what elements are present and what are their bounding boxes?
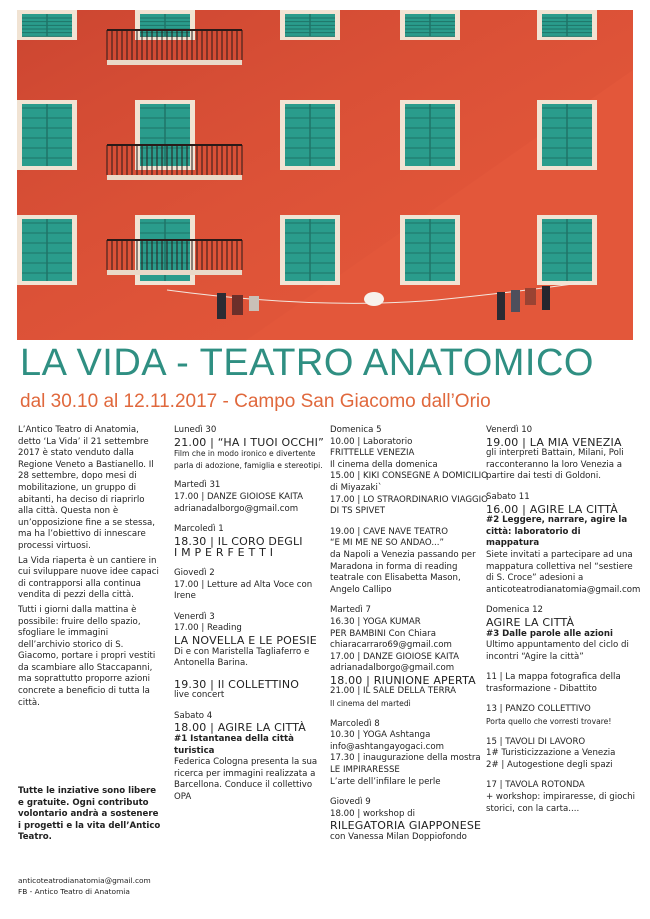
intro-footer: Tutte le inziative sono libere e gratuite. Ogni contributo volontario andrà a sostenere i progetti e la vita dell’Antico Teatro. (18, 786, 161, 843)
event-day: Marcoledì 8 (330, 718, 380, 729)
event-day: Venerdì 3 (174, 611, 215, 622)
event-line: 16.30 | YOGA KUMAR (330, 616, 421, 627)
schedule-event (174, 480, 324, 515)
schedule-event (174, 524, 324, 559)
intro-paragraph: L’Antico Teatro di Anatomia, detto ‘La Vida’ il 21 settembre 2017 è stato venduto dalla Regione Veneto a Bastianello. Il 28 settembre, dopo mesi di mobilitazione, un gruppo di abitanti, ha deciso di riaprirlo alla città. Questa non è un’opposizione fine a se stessa, ma ha l’obiettivo di innescare processi virtuosi. (18, 425, 155, 551)
building-facade-illustration (17, 10, 633, 340)
event-line: Ultimo appuntamento del ciclo di incontri “Agire la città” (486, 640, 629, 662)
window (400, 10, 460, 40)
event-line: AGIRE LA CITTÀ (486, 615, 575, 629)
event-line: 17.00 | DANZE GIOIOSE KAITA (174, 491, 304, 502)
window (135, 100, 195, 170)
schedule-event (174, 425, 324, 471)
event-line: 17 | TAVOLA ROTONDA (486, 780, 585, 791)
event-line: 19.00 | LA MIA VENEZIA (486, 435, 622, 449)
event-line: adrianadalborgo@gmail.com (174, 503, 299, 514)
window (17, 10, 77, 40)
event-day: Martedì 31 (174, 480, 221, 491)
schedule-event (174, 612, 324, 670)
schedule-event (174, 679, 324, 702)
event-line: Film che in modo ironico e divertente parla di adozione, famiglia e stereotipi. (174, 449, 323, 470)
event-line: gli interpreti Battain, Milani, Poli racconteranno la loro Venezia a partire dai testi di Goldoni. (486, 448, 624, 482)
event-line: Federica Cologna presenta la sua ricerca per immagini realizzata a Barcellona. Conduce il collettivo OPA (174, 757, 318, 803)
event-line: FRITTELLE VENEZIA (330, 448, 415, 459)
event-line: 18.30 | IL CORO DEGLI (174, 534, 303, 548)
event-line: Siete invitati a partecipare ad una mappatura collettiva nel “sestiere di S. Croce” adesioni a anticoteatrodianatomia@gmail.com (486, 549, 641, 595)
event-line: #3 Dalle parole alle azioni (486, 628, 613, 639)
event-line: 16.00 | AGIRE LA CITTÀ (486, 502, 619, 516)
schedule-column-4 (486, 425, 641, 824)
schedule-event (486, 780, 636, 815)
schedule-event (486, 737, 636, 772)
schedule-event (330, 425, 490, 518)
event-line: Di e con Maristella Tagliaferro e Antonella Barina. (174, 646, 310, 669)
schedule-event (330, 719, 490, 789)
schedule-column-3 (330, 425, 490, 853)
event-line: 17.30 | inaugurazione della mostra LE IMPIRARESSE (330, 753, 481, 776)
event-line: + workshop: impiraresse, di giochi storici, con la carta.... (486, 792, 635, 814)
schedule-event (330, 605, 490, 709)
event-day: Sabato 4 (174, 710, 213, 721)
event-line: Il cinema del martedì (330, 699, 411, 709)
schedule-event (486, 672, 636, 695)
schedule-event (486, 704, 636, 727)
schedule-event (174, 568, 324, 603)
window (280, 215, 340, 285)
event-line: 18.00 | RIUNIONE APERTA (330, 673, 476, 687)
speech-balloon-icon (364, 292, 384, 306)
event-line: 17.00 | LO STRAORDINARIO VIAGGIO DI TS SPIVET (330, 494, 488, 517)
event-line: L’arte dell’infilare le perle (330, 776, 441, 787)
window (17, 100, 77, 170)
window (280, 100, 340, 170)
window (135, 10, 195, 40)
event-line: #2 Leggere, narrare, agire la città: laboratorio di mappatura (486, 515, 628, 549)
event-line: 10.30 | YOGA Ashtanga (330, 730, 431, 741)
poster-title: LA VIDA - TEATRO ANATOMICO (20, 342, 594, 384)
event-line: Porta quello che vorresti trovare! (486, 717, 612, 727)
window (537, 215, 597, 285)
intro-paragraph: La Vida riaperta è un cantiere in cui sviluppare nuove idee capaci di contrapporsi alla continua vendita di pezzi della città. (18, 555, 159, 601)
event-day: Domenica 12 (486, 605, 544, 616)
window (400, 215, 460, 285)
event-line: info@ashtangayogaci.com (330, 741, 444, 752)
event-line: LA NOVELLA E LE POESIE (174, 633, 317, 647)
event-line: 21.00 | IL SALE DELLA TERRA (330, 686, 457, 697)
event-day: Giovedì 9 (330, 797, 371, 808)
event-day: Marcoledì 1 (174, 524, 224, 535)
event-line: da Napoli a Venezia passando per Maradona in forma di reading teatrale con Elisabetta Mason, Angelo Callipo (330, 549, 476, 595)
schedule-event (486, 491, 641, 596)
event-day: Venerdì 10 (486, 425, 533, 435)
facebook-page: FB - Antico Teatro di Anatomia (18, 887, 130, 896)
event-line: 11 | La mappa fotografica della trasformazione - Dibattito (486, 672, 621, 694)
poster-subtitle: dal 30.10 al 12.11.2017 - Campo San Giacomo dall’Orio (20, 391, 491, 412)
event-day: Lunedì 30 (174, 425, 217, 435)
event-day: Martedì 7 (330, 605, 371, 616)
event-line: 10.00 | Laboratorio (330, 436, 413, 447)
event-line: chiaracarraro69@gmail.com (330, 640, 452, 651)
event-line: RILEGATORIA GIAPPONESE (330, 819, 482, 833)
schedule-event (330, 527, 490, 597)
event-line: Il cinema della domenica (330, 459, 438, 470)
event-line: 15.00 | KIKI CONSEGNE A DOMICILIO di Miyazaki` (330, 471, 488, 493)
event-line: 13 | PANZO COLLETTIVO (486, 704, 591, 715)
event-line: 17.00 | DANZE GIOIOSE KAITA (330, 651, 460, 662)
schedule-event (486, 605, 636, 663)
event-line: live concert (174, 690, 225, 701)
event-line: “E MI ME NE SO ANDAO...” (330, 538, 444, 549)
event-line: I M P E R F E T T I (174, 546, 274, 560)
event-line: con Vanessa Milan Doppiofondo (330, 832, 467, 842)
event-line: #1 Istantanea della città turistica (174, 734, 294, 756)
window (17, 215, 77, 285)
schedule-event (174, 711, 324, 804)
building-illustration (17, 10, 633, 340)
event-line: 17.00 | Letture ad Alta Voce con Irene (174, 579, 313, 602)
schedule-event (486, 425, 636, 483)
event-line: adrianadalborgo@gmail.com (330, 663, 455, 674)
event-day: Domenica 5 (330, 425, 382, 435)
event-day: Giovedì 2 (174, 567, 215, 578)
contact-email: anticoteatrodianatomia@gmail.com (18, 876, 151, 885)
window (280, 10, 340, 40)
event-day: Sabato 11 (486, 491, 530, 502)
window (537, 10, 597, 40)
event-line: 15 | TAVOLI DI LAVORO (486, 736, 586, 747)
window (400, 100, 460, 170)
intro-paragraph: Tutti i giorni dalla mattina è possibile: fruire dello spazio, sfogliare le immagini dell’archivio storico di S. Giacomo, portare i propri vestiti da scambiare allo Staccapanni, ma soprattutto proporre azioni concrete a beneficio di tutta la città. (18, 604, 156, 708)
event-line: 1# Turisticizzazione a Venezia (486, 748, 616, 759)
intro-column (18, 425, 160, 712)
event-line: 19.30 | Il COLLETTINO (174, 677, 300, 691)
event-line: 21.00 | “HA I TUOI OCCHI” (174, 435, 324, 449)
event-line: 17.00 | Reading (174, 623, 242, 634)
schedule-column-2 (174, 425, 324, 813)
window (537, 100, 597, 170)
event-line: PER BAMBINI Con Chiara (330, 628, 436, 639)
event-line: 18.00 | AGIRE LA CITTÀ (174, 721, 307, 735)
schedule-event (330, 797, 490, 843)
event-line: 19.00 | CAVE NAVE TEATRO (330, 526, 449, 537)
event-line: 18.00 | workshop di (330, 808, 415, 819)
event-line: 2# | Autogestione degli spazi (486, 759, 613, 770)
